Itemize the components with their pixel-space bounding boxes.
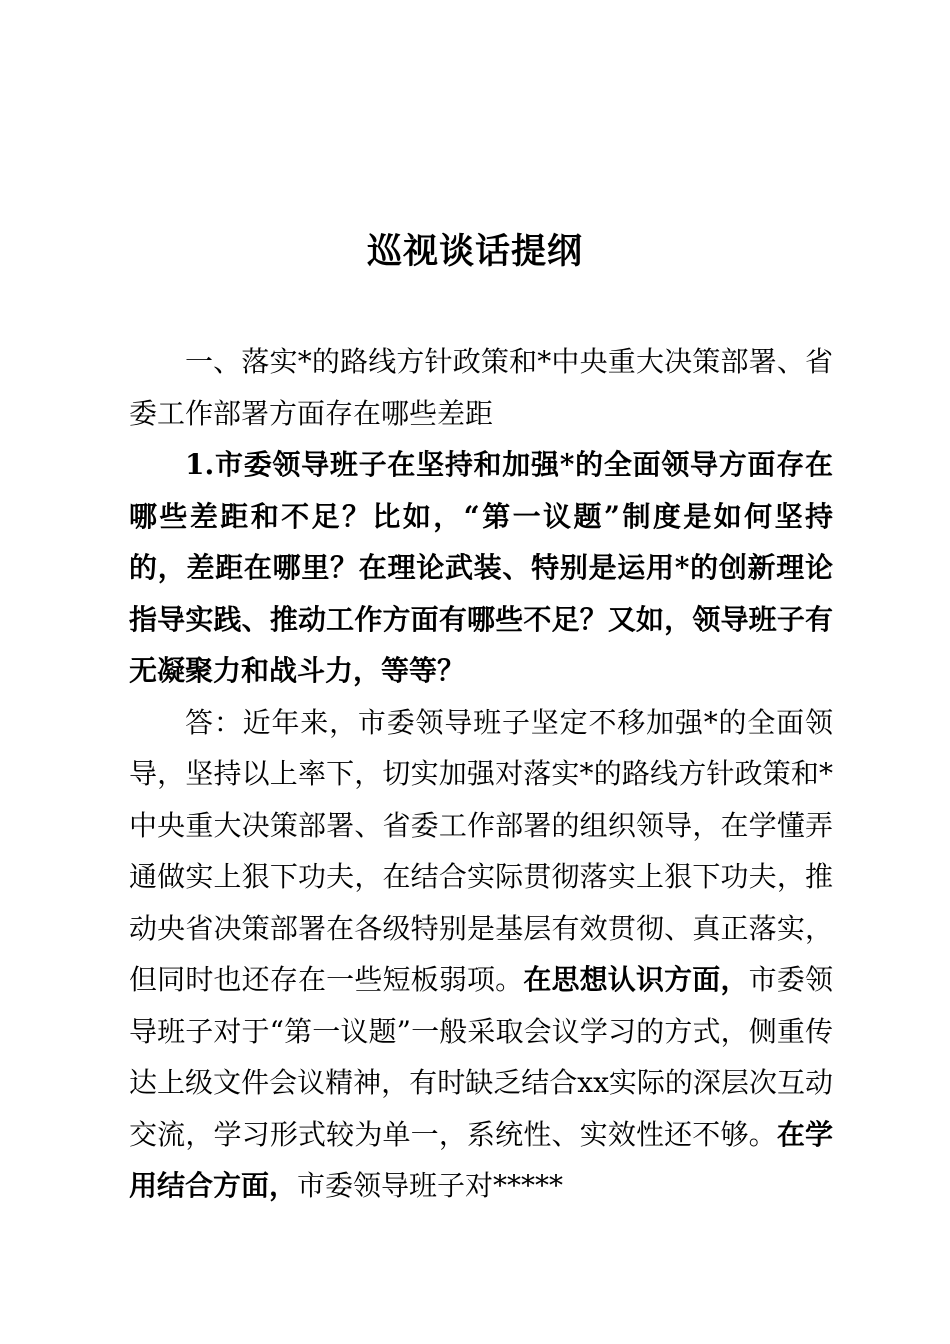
answer-paragraph: [129, 697, 833, 1212]
question-paragraph: [129, 439, 833, 697]
document-body: [129, 336, 833, 1212]
answer-point2-text: 市委领导班子对*****: [297, 1169, 564, 1202]
answer-point2-heading: 在学用结合方面，: [129, 1117, 833, 1202]
section-heading: 一、落实*的路线方针政策和*中央重大决策部署、省委工作部署方面存在哪些差距: [129, 345, 833, 430]
question-number: 1.: [185, 448, 215, 481]
answer-point1-heading: 在思想认识方面，: [523, 963, 749, 996]
answer-intro: 答：近年来，市委领导班子坚定不移加强*的全面领导，坚持以上率下，切实加强对落实*的路线方针政策和*中央重大决策部署、省委工作部署的组织领导，在学懂弄通做实上狠下功夫，在结合实际贯彻落实上狠下功夫，推动央省决策部署在各级特别是基层有效贯彻、真正落实，但同时也还存在一些短板弱项。: [129, 705, 833, 996]
answer-point1-text: 市委领导班子对于“第一议题”一般采取会议学习的方式，侧重传达上级文件会议精神，有时缺乏结合xx实际的深层次互动交流，学习形式较为单一，系统性、实效性还不够。: [129, 963, 833, 1151]
question-text: 市委领导班子在坚持和加强*的全面领导方面存在哪些差距和不足？比如，“第一议题”制度是如何坚持的，差距在哪里？在理论武装、特别是运用*的创新理论指导实践、推动工作方面有哪些不足？又如，领导班子有无凝聚力和战斗力，等等？: [129, 448, 833, 687]
document-title: 巡视谈话提纲: [366, 231, 583, 272]
